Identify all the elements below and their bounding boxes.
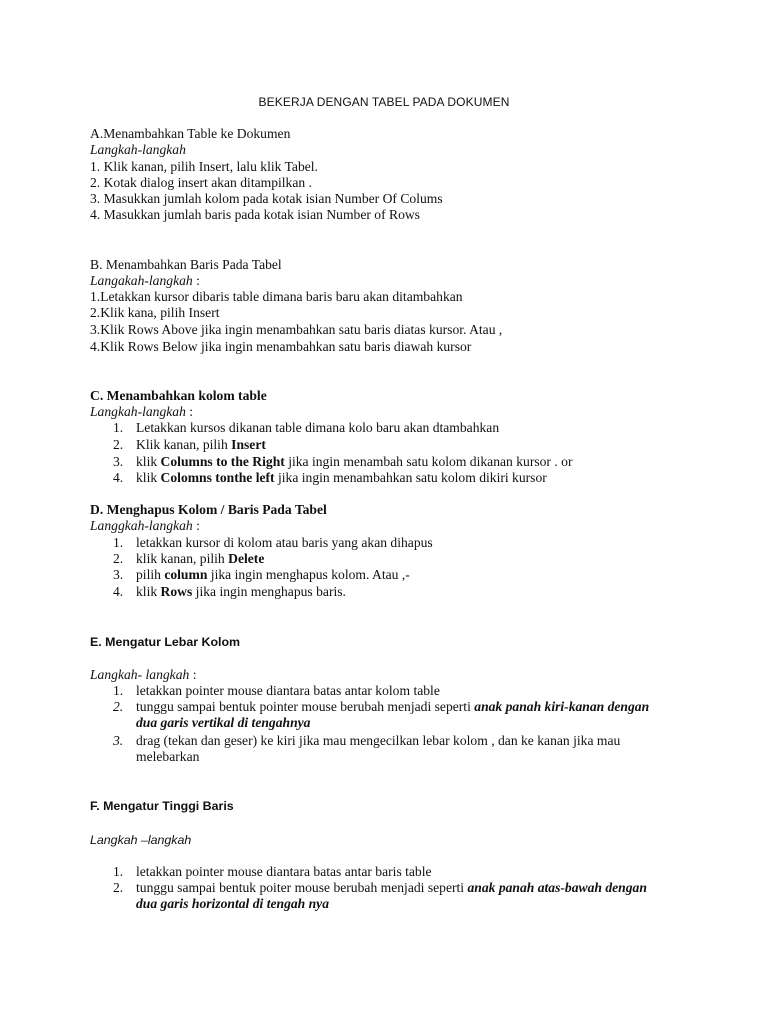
step-text-bold: Colomns tonthe left [160,470,275,485]
step-number: 1. [113,535,124,550]
label-colon: : [192,518,200,533]
section-a-step: 1. Klik kanan, pilih Insert, lalu klik Tabel. [90,159,318,174]
document-title: BEKERJA DENGAN TABEL PADA DOKUMEN [258,95,510,109]
step-text [136,896,329,912]
step-text [136,551,264,567]
section-c-heading: C. Menambahkan kolom table [90,388,267,403]
step-number: 3. [113,733,124,748]
step-text: letakkan pointer mouse diantara batas antar kolom table [136,683,440,698]
step-number: 3. [113,567,124,582]
section-a-heading: A.Menambahkan Table ke Dokumen [90,126,291,141]
step-number: 2. [113,699,124,714]
step-text [136,699,649,715]
step-number: 2. [113,880,124,895]
section-b-step: 2.Klik kana, pilih Insert [90,305,220,320]
section-d-steps-label: Langgkah-langkah [90,518,193,533]
step-text [136,715,310,731]
section-c-steps-label-line [90,404,193,420]
step-text-bold: Insert [231,437,266,452]
section-f-heading: F. Mengatur Tinggi Baris [90,799,234,813]
step-text-bold-italic: anak panah atas-bawah dengan [467,880,647,895]
label-colon: : [185,404,194,419]
section-d-heading: D. Menghapus Kolom / Baris Pada Tabel [90,502,327,517]
step-text-part: klik [136,470,161,485]
step-text-part: tunggu sampai bentuk pointer mouse berubah menjadi seperti [136,699,475,714]
section-b-heading: B. Menambahkan Baris Pada Tabel [90,257,282,272]
step-text-part: Letakkan kursos dikanan table dimana kolo baru akan dtambahkan [136,420,500,435]
section-c-steps-label: Langkah-langkah [90,404,186,419]
step-text-part: klik kanan, pilih [136,551,229,566]
step-number: 1. [113,683,124,698]
section-a-step: 3. Masukkan jumlah kolom pada kotak isian Number Of Colums [90,191,443,206]
section-e-steps-label: Langkah- langkah [90,667,190,682]
label-colon: : [192,273,200,288]
step-number: 2. [113,437,124,452]
section-a-step: 2. Kotak dialog insert akan ditampilkan . [90,175,312,190]
step-text: letakkan pointer mouse diantara batas antar baris table [136,864,432,879]
step-text-bold: Columns to the Right [160,454,285,469]
step-text-part: jika ingin menambahkan satu kolom dikiri kursor [274,470,547,485]
step-text [136,880,647,896]
step-text-part: klik [136,454,161,469]
step-text-bold: Rows [160,584,193,599]
section-a-steps-label: Langkah-langkah [90,142,186,157]
section-b-step: 1.Letakkan kursor dibaris table dimana baris baru akan ditambahkan [90,289,463,304]
section-b-step: 3.Klik Rows Above jika ingin menambahkan satu baris diatas kursor. Atau , [90,322,503,337]
step-text [136,567,410,583]
step-text-part: Klik kanan, pilih [136,437,232,452]
step-text-part: jika ingin menghapus baris. [192,584,346,599]
step-text [136,454,572,470]
section-b-steps-label-line [90,273,200,289]
step-text [136,584,346,600]
section-b-steps-label: Langakah-langkah [90,273,193,288]
step-number: 2. [113,551,124,566]
section-a-step: 4. Masukkan jumlah baris pada kotak isian Number of Rows [90,207,420,222]
section-d-steps-label-line [90,518,200,534]
step-text-bold-italic: dua garis horizontal di tengah nya [136,896,330,911]
step-text-part: klik [136,584,161,599]
step-number: 4. [113,470,124,485]
step-text-bold: column [164,567,208,582]
step-text-part: tunggu sampai bentuk poiter mouse berubah menjadi seperti [136,880,468,895]
step-text-bold: Delete [228,551,265,566]
section-e-steps-label-line [90,667,197,683]
step-number: 1. [113,420,124,435]
step-text-part: pilih [136,567,165,582]
step-text: drag (tekan dan geser) ke kiri jika mau mengecilkan lebar kolom , dan ke kanan jika mau [136,733,621,748]
step-text-part: jika ingin menghapus kolom. Atau ,- [207,567,410,582]
step-text-part: letakkan kursor di kolom atau baris yang akan dihapus [136,535,433,550]
section-f-steps-label: Langkah –langkah [90,833,192,847]
step-text: melebarkan [136,749,200,764]
label-colon: : [189,667,197,682]
step-text-part: jika ingin menambah satu kolom dikanan kursor . or [284,454,573,469]
step-text [136,470,547,486]
step-number: 1. [113,864,124,879]
step-text-bold-italic: dua garis vertikal di tengahnya [136,715,311,730]
step-text [136,535,433,551]
section-b-step: 4.Klik Rows Below jika ingin menambahkan satu baris diawah kursor [90,339,472,354]
section-e-heading: E. Mengatur Lebar Kolom [90,635,241,649]
step-text-bold-italic: anak panah kiri-kanan dengan [474,699,650,714]
step-text [136,420,499,436]
step-text [136,437,266,453]
step-number: 4. [113,584,124,599]
step-number: 3. [113,454,124,469]
